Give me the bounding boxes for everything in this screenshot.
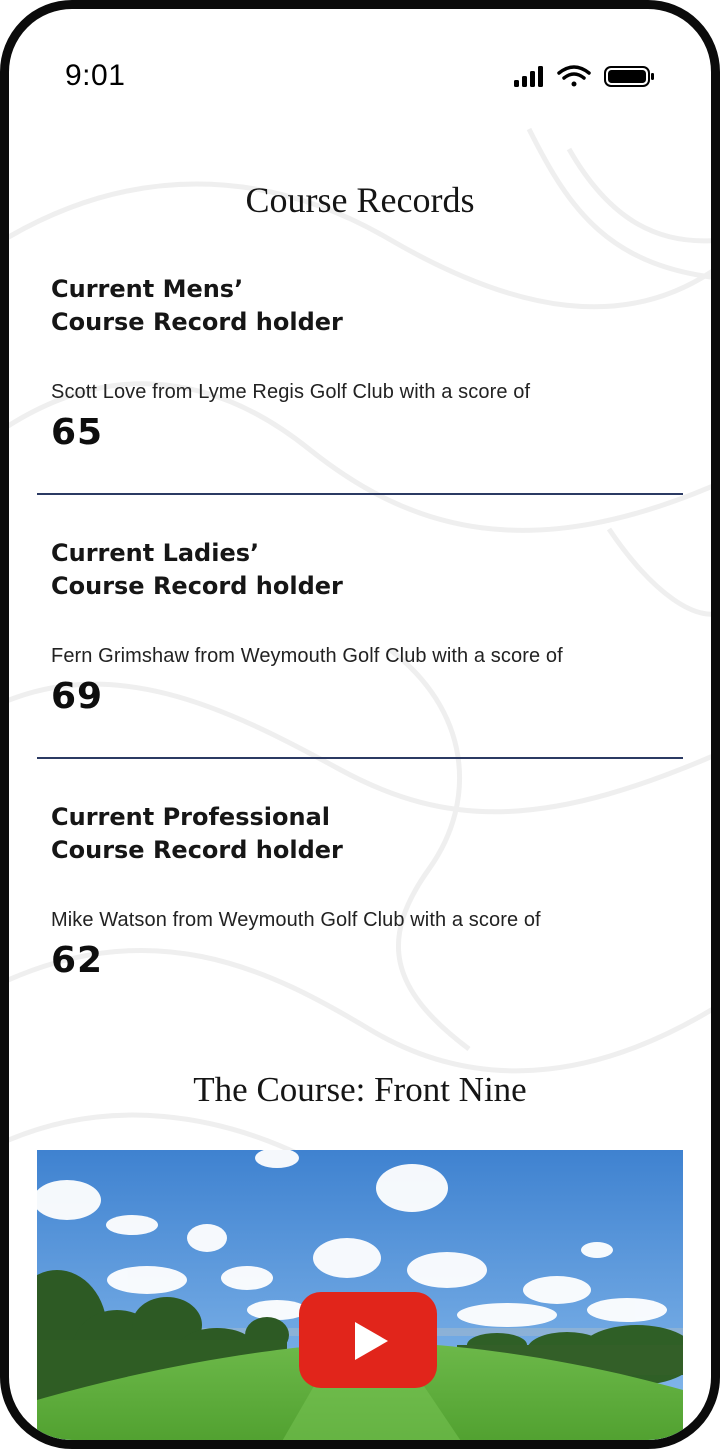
record-heading-line1: Current Professional <box>51 803 330 831</box>
record-heading <box>51 537 381 603</box>
mens-record <box>51 273 671 453</box>
divider <box>37 757 683 759</box>
status-icons <box>512 64 662 90</box>
record-heading <box>51 273 381 339</box>
record-heading-line2: Course Record holder <box>51 836 343 864</box>
course-records-title: Course Records <box>245 180 475 220</box>
record-score: 69 <box>51 676 104 717</box>
record-description: Scott Love from Lyme Regis Golf Club with a score of <box>51 381 531 403</box>
record-description: Fern Grimshaw from Weymouth Golf Club with a score of <box>51 645 563 667</box>
record-heading-line2: Course Record holder <box>51 308 343 336</box>
divider <box>37 493 683 495</box>
ladies-record <box>51 537 671 717</box>
cellular-signal-icon <box>514 66 543 87</box>
wifi-icon <box>559 67 589 87</box>
record-description: Mike Watson from Weymouth Golf Club with a score of <box>51 909 541 931</box>
battery-icon <box>605 67 654 86</box>
record-heading-line2: Course Record holder <box>51 572 343 600</box>
video-thumbnail <box>37 1150 683 1449</box>
record-score: 65 <box>51 412 104 453</box>
record-score: 62 <box>51 940 104 981</box>
status-bar <box>9 9 711 129</box>
status-time: 9:01 <box>65 59 126 92</box>
course-video[interactable] <box>37 1150 683 1449</box>
professional-record <box>51 801 671 981</box>
record-heading <box>51 801 381 867</box>
record-heading-line1: Current Mens’ <box>51 275 244 303</box>
record-heading-line1: Current Ladies’ <box>51 539 260 567</box>
youtube-play-icon[interactable] <box>299 1292 437 1388</box>
course-section-title: The Course: Front Nine <box>193 1070 527 1109</box>
